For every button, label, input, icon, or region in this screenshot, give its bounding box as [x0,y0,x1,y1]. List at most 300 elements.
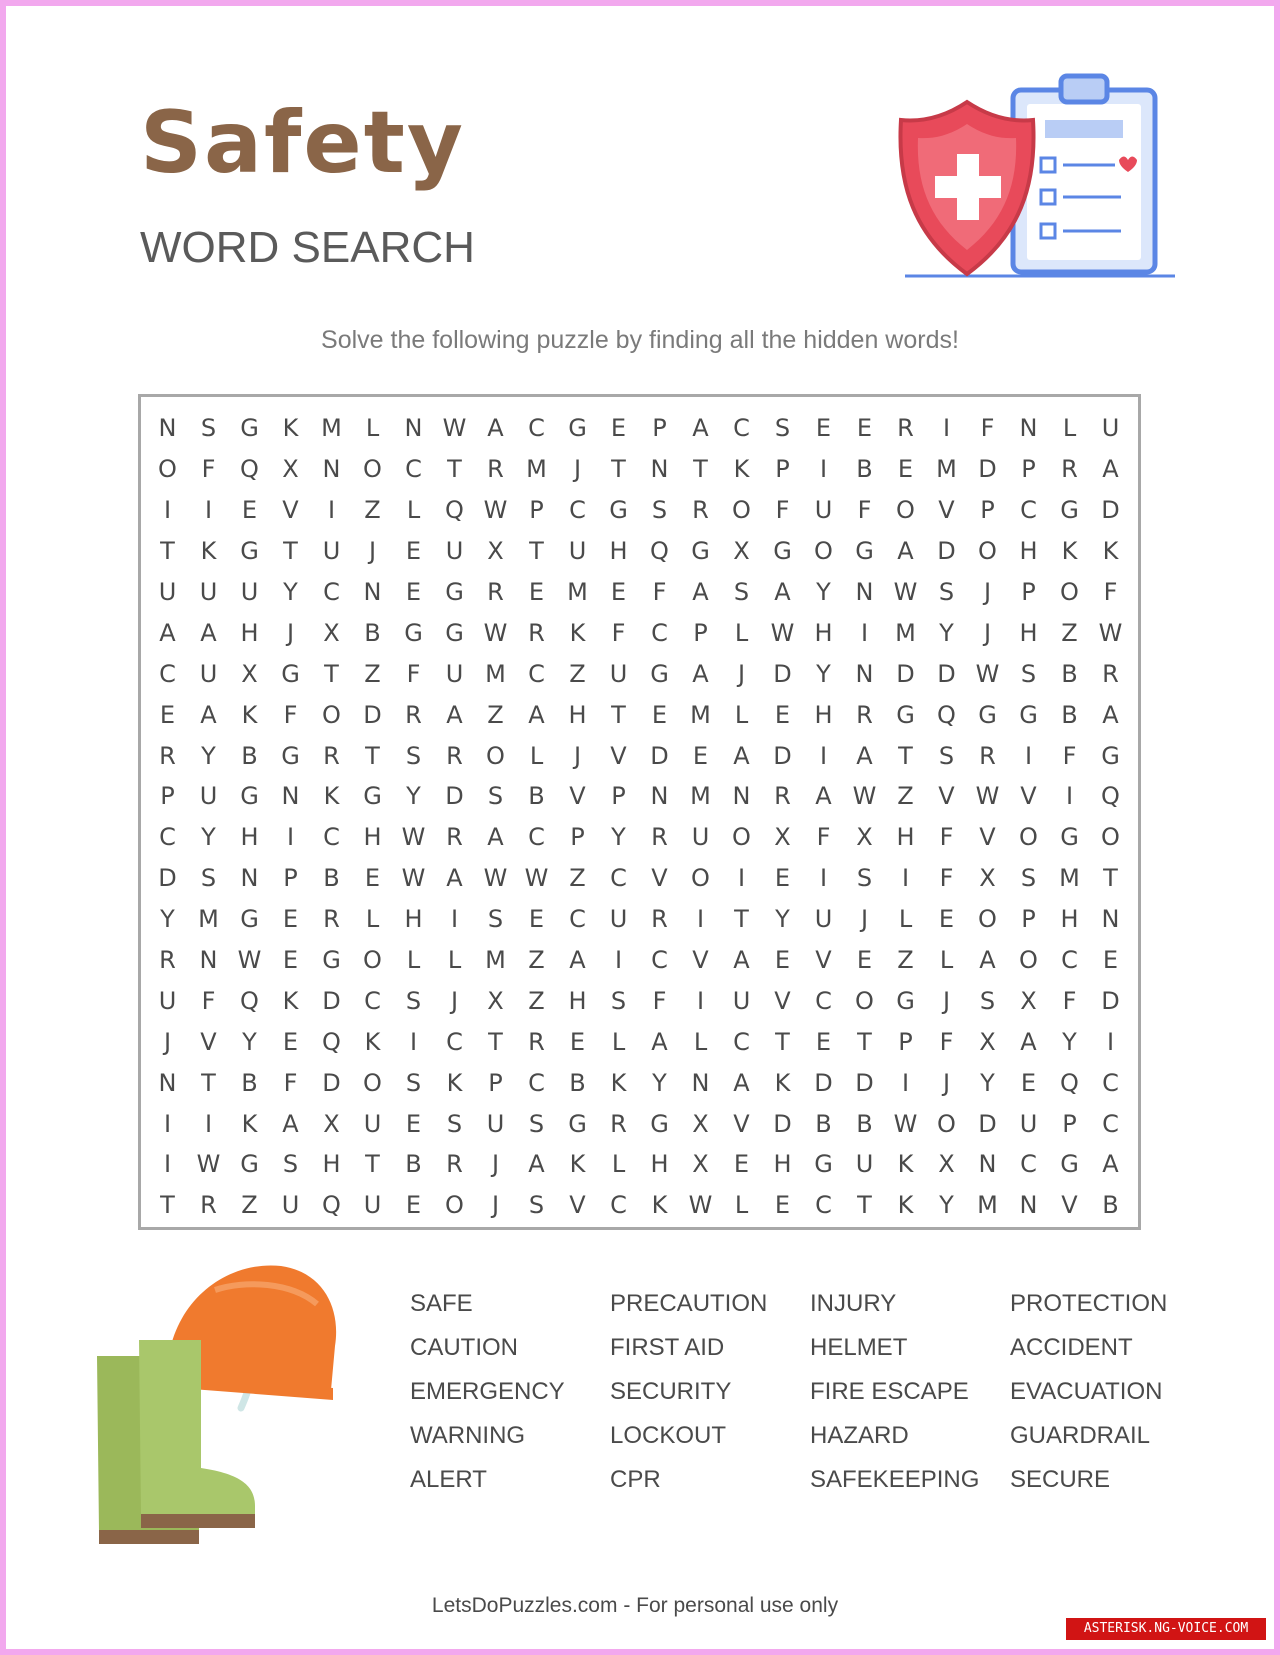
grid-cell: U [568,537,587,566]
grid-cell: H [773,1150,792,1179]
grid-cell: A [528,1150,545,1179]
grid-cell: R [528,1027,545,1056]
grid-cell: S [405,1068,422,1097]
grid-cell: T [693,455,708,484]
grid-cell: E [815,414,832,443]
grid-cell: S [487,782,504,811]
grid-cell: V [938,496,955,525]
word-list-item: CPR [610,1466,661,1493]
grid-cell: G [240,782,259,811]
grid-cell: E [692,741,709,770]
grid-cell: K [733,455,750,484]
grid-cell: U [363,1109,382,1138]
grid-cell: R [1102,659,1119,688]
grid-cell: P [1021,905,1036,934]
grid-cell: F [201,986,216,1015]
grid-cell: I [614,946,623,975]
grid-cell: K [282,414,299,443]
grid-cell: H [814,618,833,647]
grid-cell: D [1101,986,1120,1015]
grid-cell: Q [1101,782,1120,811]
grid-cell: A [159,618,176,647]
grid-cell: J [860,905,869,934]
grid-cell: P [775,455,790,484]
grid-cell: S [528,1191,545,1220]
grid-cell: K [569,1150,586,1179]
grid-cell: E [733,1150,750,1179]
grid-cell: E [1102,946,1119,975]
grid-cell: T [611,455,626,484]
grid-cell: S [200,414,217,443]
grid-cell: G [773,537,792,566]
grid-cell: S [856,864,873,893]
grid-cell: A [1102,700,1119,729]
grid-cell: R [897,414,914,443]
grid-cell: D [937,659,956,688]
grid-cell: F [816,823,831,852]
grid-cell: L [529,741,544,770]
grid-cell: F [1062,741,1077,770]
grid-cell: N [322,455,341,484]
grid-cell: B [241,741,258,770]
grid-cell: M [936,455,957,484]
grid-cell: R [610,1109,627,1138]
grid-cell: L [734,700,749,729]
grid-cell: P [693,618,708,647]
grid-cell: C [364,986,381,1015]
grid-cell: D [978,455,997,484]
grid-cell: B [815,1109,832,1138]
grid-cell: E [856,946,873,975]
grid-cell: C [569,496,586,525]
grid-cell: X [938,1150,955,1179]
grid-cell: Z [364,659,381,688]
grid-cell: O [978,905,997,934]
grid-cell: F [980,414,995,443]
grid-cell: I [286,823,295,852]
grid-cell: W [483,864,508,893]
grid-cell: W [893,578,918,606]
grid-cell: D [773,659,792,688]
grid-cell: V [774,986,791,1015]
grid-cell: W [442,414,467,443]
grid-cell: R [1061,455,1078,484]
grid-cell: V [200,1027,217,1056]
grid-cell: A [1102,455,1119,484]
grid-cell: U [732,986,751,1015]
grid-cell: F [611,618,626,647]
grid-cell: S [1020,659,1037,688]
grid-cell: Y [611,823,626,852]
word-list-item: FIRST AID [610,1334,725,1361]
grid-cell: U [199,659,218,688]
word-list-item: LOCKOUT [610,1422,727,1449]
grid-cell: W [1098,618,1123,647]
grid-cell: U [199,782,218,811]
grid-cell: M [690,782,711,811]
grid-cell: P [652,414,667,443]
grid-cell: P [570,823,585,852]
safety-illustration [895,68,1180,286]
grid-cell: G [855,537,874,566]
grid-cell: N [158,414,177,443]
grid-cell: J [286,618,295,647]
grid-cell: M [526,455,547,484]
grid-cell: C [569,905,586,934]
grid-cell: B [1061,659,1078,688]
grid-cell: G [650,659,669,688]
grid-cell: W [975,659,1000,688]
grid-cell: R [446,823,463,852]
grid-cell: D [445,782,464,811]
grid-cell: R [651,823,668,852]
grid-cell: D [978,1109,997,1138]
grid-cell: X [487,537,504,566]
grid-cell: Q [322,1191,341,1220]
grid-cell: D [814,1068,833,1097]
grid-cell: I [1106,1027,1115,1056]
grid-cell: A [569,946,586,975]
grid-cell: K [569,618,586,647]
grid-cell: D [773,741,792,770]
grid-cell: Z [241,1191,258,1220]
grid-cell: A [651,1027,668,1056]
grid-cell: L [898,905,913,934]
grid-cell: U [363,1191,382,1220]
grid-cell: C [815,986,832,1015]
grid-cell: A [733,1068,750,1097]
grid-cell: S [405,986,422,1015]
grid-cell: W [483,618,508,647]
page-subtitle: WORD SEARCH [140,223,475,272]
grid-cell: I [942,414,951,443]
grid-cell: P [488,1068,503,1097]
grid-cell: C [159,659,176,688]
grid-cell: K [610,1068,627,1097]
grid-cell: E [528,578,545,606]
grid-cell: O [691,864,710,893]
grid-cell: O [732,496,751,525]
grid-cell: T [529,537,544,566]
grid-cell: X [323,1109,340,1138]
grid-cell: W [524,864,549,893]
grid-cell: E [815,1027,832,1056]
grid-cell: E [405,1191,422,1220]
word-list-item: CAUTION [410,1334,518,1361]
grid-cell: N [1101,905,1120,934]
grid-cell: C [1102,1109,1119,1138]
grid-cell: T [283,537,298,566]
grid-cell: S [733,578,750,606]
grid-cell: R [159,741,176,770]
grid-cell: G [609,496,628,525]
grid-cell: R [856,700,873,729]
grid-cell: N [199,946,218,975]
grid-cell: I [696,986,705,1015]
grid-cell: H [240,823,259,852]
grid-cell: K [1061,537,1078,566]
grid-cell: M [485,946,506,975]
grid-cell: Z [1061,618,1078,647]
grid-cell: W [688,1191,713,1220]
grid-cell: L [447,946,462,975]
grid-cell: K [200,537,217,566]
grid-cell: B [1061,700,1078,729]
grid-cell: O [363,1068,382,1097]
grid-cell: C [610,1191,627,1220]
grid-cell: G [404,618,423,647]
grid-cell: V [692,946,709,975]
grid-cell: T [857,1027,872,1056]
grid-cell: T [201,1068,216,1097]
grid-cell: U [814,496,833,525]
grid-cell: S [528,1109,545,1138]
grid-cell: F [201,455,216,484]
grid-cell: V [282,496,299,525]
grid-cell: Y [775,905,790,934]
grid-cell: Q [445,496,464,525]
grid-cell: U [609,905,628,934]
grid-cell: I [819,741,828,770]
grid-cell: V [938,782,955,811]
grid-cell: Y [1062,1027,1077,1056]
grid-cell: S [938,741,955,770]
grid-cell: U [281,1191,300,1220]
grid-cell: G [240,905,259,934]
grid-cell: Y [160,905,175,934]
grid-cell: E [774,946,791,975]
grid-cell: C [528,659,545,688]
grid-cell: T [734,905,749,934]
grid-cell: I [901,864,910,893]
grid-cell: X [733,537,750,566]
grid-cell: G [322,946,341,975]
grid-cell: R [651,905,668,934]
grid-cell: T [857,1191,872,1220]
grid-cell: P [898,1027,913,1056]
word-list-item: SECURE [1010,1466,1111,1493]
grid-cell: E [610,414,627,443]
grid-cell: H [404,905,423,934]
grid-cell: I [901,1068,910,1097]
grid-cell: F [939,1027,954,1056]
grid-cell: V [569,782,586,811]
grid-cell: J [942,986,951,1015]
grid-cell: G [1060,823,1079,852]
grid-cell: W [401,823,426,852]
grid-cell: B [323,864,340,893]
grid-cell: H [609,537,628,566]
grid-cell: V [979,823,996,852]
grid-cell: T [365,1150,380,1179]
grid-cell: L [611,1027,626,1056]
grid-cell: G [1060,1150,1079,1179]
grid-cell: T [324,659,339,688]
grid-cell: F [857,496,872,525]
grid-cell: E [774,864,791,893]
grid-cell: Y [980,1068,995,1097]
grid-cell: S [610,986,627,1015]
grid-cell: V [815,946,832,975]
grid-cell: G [896,700,915,729]
grid-cell: C [528,1068,545,1097]
grid-cell: U [814,905,833,934]
grid-cell: C [528,823,545,852]
grid-cell: Z [364,496,381,525]
grid-cell: L [365,414,380,443]
grid-cell: C [528,414,545,443]
grid-cell: O [937,1109,956,1138]
grid-cell: N [650,455,669,484]
grid-cell: Q [322,1027,341,1056]
word-list-item: GUARDRAIL [1010,1422,1151,1449]
grid-cell: Y [939,618,954,647]
grid-cell: P [529,496,544,525]
grid-cell: D [650,741,669,770]
grid-cell: C [323,578,340,606]
grid-cell: D [322,1068,341,1097]
grid-cell: E [897,455,914,484]
grid-cell: O [158,455,177,484]
grid-cell: S [200,864,217,893]
grid-cell: G [363,782,382,811]
grid-cell: C [405,455,422,484]
grid-cell: X [979,1027,996,1056]
safety-gear-illustration [95,1260,355,1570]
grid-cell: S [282,1150,299,1179]
word-list-item: ALERT [410,1466,487,1493]
grid-cell: O [1101,823,1120,852]
grid-cell: J [737,659,746,688]
grid-cell: H [322,1150,341,1179]
grid-cell: J [983,578,992,606]
grid-cell: Y [283,578,298,606]
grid-cell: R [159,946,176,975]
grid-cell: A [528,700,545,729]
grid-cell: E [569,1027,586,1056]
grid-cell: U [158,578,177,606]
grid-cell: W [975,782,1000,811]
grid-cell: A [692,414,709,443]
grid-cell: T [447,455,462,484]
grid-cell: A [1102,1150,1119,1179]
grid-cell: R [979,741,996,770]
word-list-item: ACCIDENT [1010,1334,1133,1361]
grid-cell: L [734,618,749,647]
grid-cell: A [200,618,217,647]
grid-cell: N [650,782,669,811]
grid-cell: U [1019,1109,1038,1138]
grid-cell: Z [897,782,914,811]
grid-cell: I [1024,741,1033,770]
grid-cell: R [446,1150,463,1179]
grid-cell: X [856,823,873,852]
grid-cell: Y [406,782,421,811]
grid-cell: U [855,1150,874,1179]
grid-cell: K [282,986,299,1015]
grid-cell: N [404,414,423,443]
grid-cell: W [893,1109,918,1138]
grid-cell: A [774,578,791,606]
grid-cell: F [775,496,790,525]
grid-cell: C [733,1027,750,1056]
grid-cell: G [1060,496,1079,525]
grid-cell: O [486,741,505,770]
grid-cell: G [1019,700,1038,729]
grid-cell: J [368,537,377,566]
grid-cell: A [487,823,504,852]
grid-cell: B [856,455,873,484]
grid-cell: H [896,823,915,852]
grid-cell: Q [650,537,669,566]
grid-cell: P [980,496,995,525]
grid-cell: K [774,1068,791,1097]
grid-cell: A [733,741,750,770]
grid-cell: X [692,1150,709,1179]
grid-cell: I [409,1027,418,1056]
grid-cell: R [446,741,463,770]
grid-cell: V [569,1191,586,1220]
grid-cell: H [650,1150,669,1179]
grid-cell: A [692,659,709,688]
grid-cell: C [610,864,627,893]
grid-cell: B [405,1150,422,1179]
grid-cell: D [896,659,915,688]
grid-cell: D [937,537,956,566]
grid-cell: J [491,1191,500,1220]
grid-cell: O [732,823,751,852]
grid-cell: H [568,700,587,729]
grid-cell: N [281,782,300,811]
grid-cell: D [158,864,177,893]
word-list-item: PRECAUTION [610,1290,768,1317]
grid-cell: E [241,496,258,525]
grid-cell: M [485,659,506,688]
grid-cell: J [573,741,582,770]
grid-cell: E [938,905,955,934]
grid-cell: Z [528,986,545,1015]
grid-cell: N [978,1150,997,1179]
grid-cell: K [241,1109,258,1138]
grid-cell: J [491,1150,500,1179]
grid-cell: Z [569,864,586,893]
grid-cell: E [405,1109,422,1138]
grid-cell: U [486,1109,505,1138]
grid-cell: X [323,618,340,647]
grid-cell: A [979,946,996,975]
grid-cell: S [938,578,955,606]
grid-cell: E [405,537,422,566]
grid-cell: P [1021,578,1036,606]
grid-cell: I [819,455,828,484]
grid-cell: C [323,823,340,852]
grid-cell: I [204,496,213,525]
grid-cell: J [983,618,992,647]
grid-cell: V [610,741,627,770]
grid-cell: S [405,741,422,770]
grid-cell: P [1021,455,1036,484]
grid-cell: W [401,864,426,893]
grid-cell: C [1020,1150,1037,1179]
word-list-item: PROTECTION [1010,1290,1168,1317]
grid-cell: N [158,1068,177,1097]
grid-cell: A [692,578,709,606]
grid-cell: Y [242,1027,257,1056]
grid-cell: C [815,1191,832,1220]
grid-cell: I [163,1150,172,1179]
grid-cell: U [445,537,464,566]
grid-cell: V [733,1109,750,1138]
